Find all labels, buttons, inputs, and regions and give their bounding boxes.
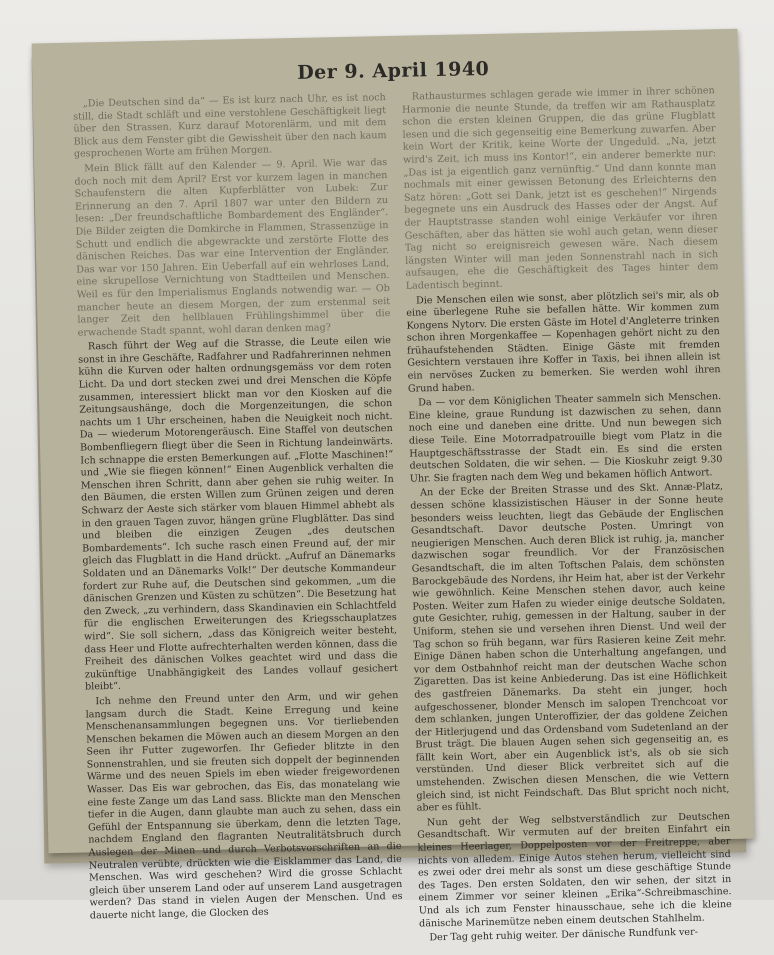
paragraph: Nun geht der Weg selbstverständlich zur Deutschen Gesandtschaft. Wir vermuten auf der breiten Einfahrt ein kleines Heerlager, Doppelposten vor der Freitreppe, aber nichts von alledem. Einige Autos stehen herum, vielleicht sind es zwei oder drei mehr als sonst um diese geschäftige Stunde des Tages. Den ersten Soldaten, den wir sehen, der sitzt in einem Zimmer vor seiner kleinen „Erika“-Schreibmaschine. Und als ich zum Fenster hinausschaue, sehe ich die kleine dänische Marinemütze neben einem deutschen Stahlhelm. [417,810,732,930]
left-column [73,92,404,954]
article-columns [73,85,733,954]
paragraph: Rasch führt der Weg auf die Strasse, die Leute eilen wie sonst in ihre Geschäfte, Radfahrer und Radfahrerinnen nehmen kühn die Kurven oder halten ordnungsgemäss vor dem roten Licht. Da und dort stecken zwei und drei Menschen die Köpfe zusammen, interessiert blickt man vor den Kiosken auf die Zeitungsaushänge, doch die Morgenzeitungen, die schon nachts um 1 Uhr erscheinen, haben die Neuigkeit noch nicht. Da — wiederum Motorengeräusch. Eine Staffel von deutschen Bombenfliegern fliegt über die Seen in Richtung landeinwärts. Ich schnappe die ersten Bemerkungen auf. „Flotte Maschinen!“ und „Wie sie fliegen können!“ Einen Augenblick verhalten die Menschen ihren Schritt, dann aber gehen sie ruhig weiter. In den Bäumen, die ersten Willen zum Grünen zeigen und deren Schwarz der Aeste sich stärker vom blauen Himmel abhebt als in den grauen Tagen zuvor, hängen grüne Flugblätter. Das sind und bleiben die einzigen Zeugen „des deutschen Bombardements“. Ich suche rasch einen Freund auf, der mir gleich das Flugblatt in die Hand drückt. „Aufruf an Dänemarks Soldaten und an Dänemarks Volk!“ Der deutsche Kommandeur fordert zur Ruhe auf, die Deutschen sind gekommen, „um die dänischen Grenzen und Küsten zu schützen“. Die Besetzung hat den Zweck, „zu verhindern, dass Skandinavien ein Schlachtfeld für die englischen Erweiterungen des Kriegsschauplatzes wird“. Sie soll sichern, „dass das Königreich weiter besteht, dass Heer und Flotte aufrechterhalten werden können, dass die Freiheit des dänischen Volkes geachtet wird und dass die zukünftige Unabhängigkeit des Landes vollauf gesichert bleibt“. [78,335,398,693]
paragraph: Ich nehme den Freund unter den Arm, und wir gehen langsam durch die Stadt. Keine Erregung und keine Menschenansammlungen begegnen uns. Vor tierliebenden Menschen bekamen die Möwen auch an diesem Morgen an den Seen ihr Futter zugeworfen. Ihr Gefieder blitzte in den Sonnenstrahlen, und sie freuten sich doppelt der beginnenden Wärme und des neuen Spiels im eben wieder freigewordenen Wasser. Das Eis war gebrochen, das Eis, das monatelang wie eine feste Zange um das Land sass. Blickte man den Menschen tiefer in die Augen, dann glaubte man auch zu sehen, dass ein Gefühl der Entspannung sie überkam, denn die letzten Tage, nachdem England den flagranten Neutralitätsbruch durch Auslegen der Minen und durch Verbotsvorschriften an die Neutralen verübte, drückten wie die Eisklammer das Land, die Menschen. Was wird geschehen? Wird die grosse Schlacht gleich über unserem Land oder auf unserem Land ausgetragen werden? Das stand in vielen Augen der Menschen. Und es dauerte nicht lange, die Glocken des [85,689,403,922]
paragraph: „Die Deutschen sind da“ — Es ist kurz nach Uhr, es ist noch still, die Stadt schläft und eine verstohlene Geschäftigkeit liegt über den Strassen. Kurz darauf Motorenlärm, und mit dem Blick aus dem Fenster gibt die Gewissheit über den nach kaum gesprochenen Worte am frühen Morgen. [73,92,387,160]
paragraph: Die Menschen eilen wie sonst, aber plötzlich sei's mir, als ob eine überlegene Ruhe sie befallen hätte. Wir kommen zum Kongens Nytorv. Die ersten Gäste im Hotel d'Angleterre trinken schon ihren Morgenkaffee — Kopenhagen gehört nicht zu den frühaufstehenden Städten. Einige Gäste mit fremden Gesichtern verstauen ihre Koffer in Taxis, bei ihnen allein ist ein nervöses Zucken zu bemerken. Sie werden wohl ihren Grund haben. [406,288,721,395]
paragraph: An der Ecke der Breiten Strasse und des Skt. Annæ-Platz, dessen schöne klassizistischen Häuser in der Sonne heute besonders weiss leuchten, liegt das Gebäude der Englischen Gesandtschaft. Davor deutsche Posten. Umringt von neugierigen Menschen. Auch deren Blick ist ruhig, ja, mancher dazwischen sogar freundlich. Vor der Französischen Gesandtschaft, die im alten Toftschen Palais, dem schönsten Barockgebäude des Nordens, ihr Heim hat, aber ist der Verkehr wie gewöhnlich. Keine Menschen stehen davor, auch keine Posten. Weiter zum Hafen zu wieder einige deutsche Soldaten, gute Gesichter, ruhig, gemessen in der Haltung, sauber in der Uniform, stehen sie und versehen ihren Dienst. Und weil der Tag schon so früh begann, war fürs Rasieren keine Zeit mehr. Einige Dänen haben schon die Unterhaltung angefangen, und vor dem Ostbahnhof reicht man der deutschen Wache schon Zigaretten. Das ist keine Anbiederung. Das ist eine Höflichkeit des gastfreien Dänemarks. Da steht ein junger, hoch aufgeschossener, blonder Mensch im salopen Trenchcoat vor dem schlanken, jungen Unteroffizier, der das goldene Zeichen der Hitlerjugend und das Ordensband vom Sudetenland an der Brust trägt. Die blauen Augen sehen sich gegenseitig an, es fällt kein Wort, aber ein Augenblick ist's, als ob sie sich verstünden. Und dieser Blick verbreitet sich auf die umstehenden. Zwischen diesen Menschen, die wie Vettern gleich sind, ist nicht Feindschaft. Das Blut spricht noch nicht, aber es fühlt. [410,481,730,814]
paragraph: Mein Blick fällt auf den Kalender — 9. April. Wie war das doch noch mit dem April? Erst vor kurzem lagen in manchen Schaufenstern die alten Kupferblätter von Lubek: Zur Erinnerung an den 7. April 1807 war unter den Bildern zu lesen: „Der freundschaftliche Bombardement des Engländer“. Die Bilder zeigten die Domkirche in Flammen, Strassenzüge in Schutt und endlich die abgewrackte und zerstörte Flotte des dänischen Reiches. Das war eine Intervention der Engländer. Das war vor 150 Jahren. Ein Ueberfall auf ein wehrloses Land, eine skrupellose Vernichtung von Stadtteilen und Menschen. Weil es für den Imperialismus Englands notwendig war. — Ob mancher heute an diesem Morgen, der zum erstenmal seit langer Zeit den hellblauen Frühlingshimmel über die erwachende Stadt spannt, wohl daran denken mag? [74,157,391,339]
paragraph: Der Tag geht ruhig weiter. Der dänische Rundfunk ver- [429,926,699,944]
newspaper-page [32,29,755,944]
right-column [402,85,733,947]
paragraph: Da — vor dem Königlichen Theater sammeln sich Menschen. Eine kleine, graue Rundung ist dazwischen zu sehen, dann noch eine und daneben eine dritte. Und nun bewegen sich diese Teile. Eine Motorradpatrouille biegt vom Platz in die Hauptgeschäftsstrasse der Stadt ein. Es sind die ersten deutschen Soldaten, die wir sehen. — Die Kioskuhr zeigt 9.30 Uhr. Sie fragten nach dem Weg und bekamen höflich Antwort. [408,391,723,485]
page-content [72,53,732,944]
article-title: Der 9. April 1940 [296,57,490,84]
paragraph: Rathausturmes schlagen gerade wie immer in ihrer schönen Harmonie die neunte Stunde, da treffen wir am Rathausplatz schon die ersten kleinen Gruppen, die das grüne Flugblatt lesen und die sich gegenseitig eine Bemerkung zuwarfen. Aber kein Wort der Kritik, keine Worte der Ungeduld. „Na, jetzt wird's Zeit, ich muss ins Kontor!“, ein anderer bemerkte nur: „Das ist ja eigentlich ganz vernünftig.“ Und dann konnte man nochmals mit einer gewissen Betonung des Erleichterns den Satz hören: „Gott sei Dank, jetzt ist es geschehen!“ Nirgends begegnete uns ein Ausdruck des Hasses oder der Angst. Auf der Hauptstrasse standen wohl einige Verkäufer vor ihren Geschäften, aber das hätten sie wohl auch getan, wenn dieser Tag nicht so ereignisreich gewesen wäre. Nach diesem längsten Winter will man jeden Sonnenstrahl nach in sich aufsaugen, ehe die Geschäftigkeit des Tages hinter dem Ladentisch beginnt. [401,85,719,292]
